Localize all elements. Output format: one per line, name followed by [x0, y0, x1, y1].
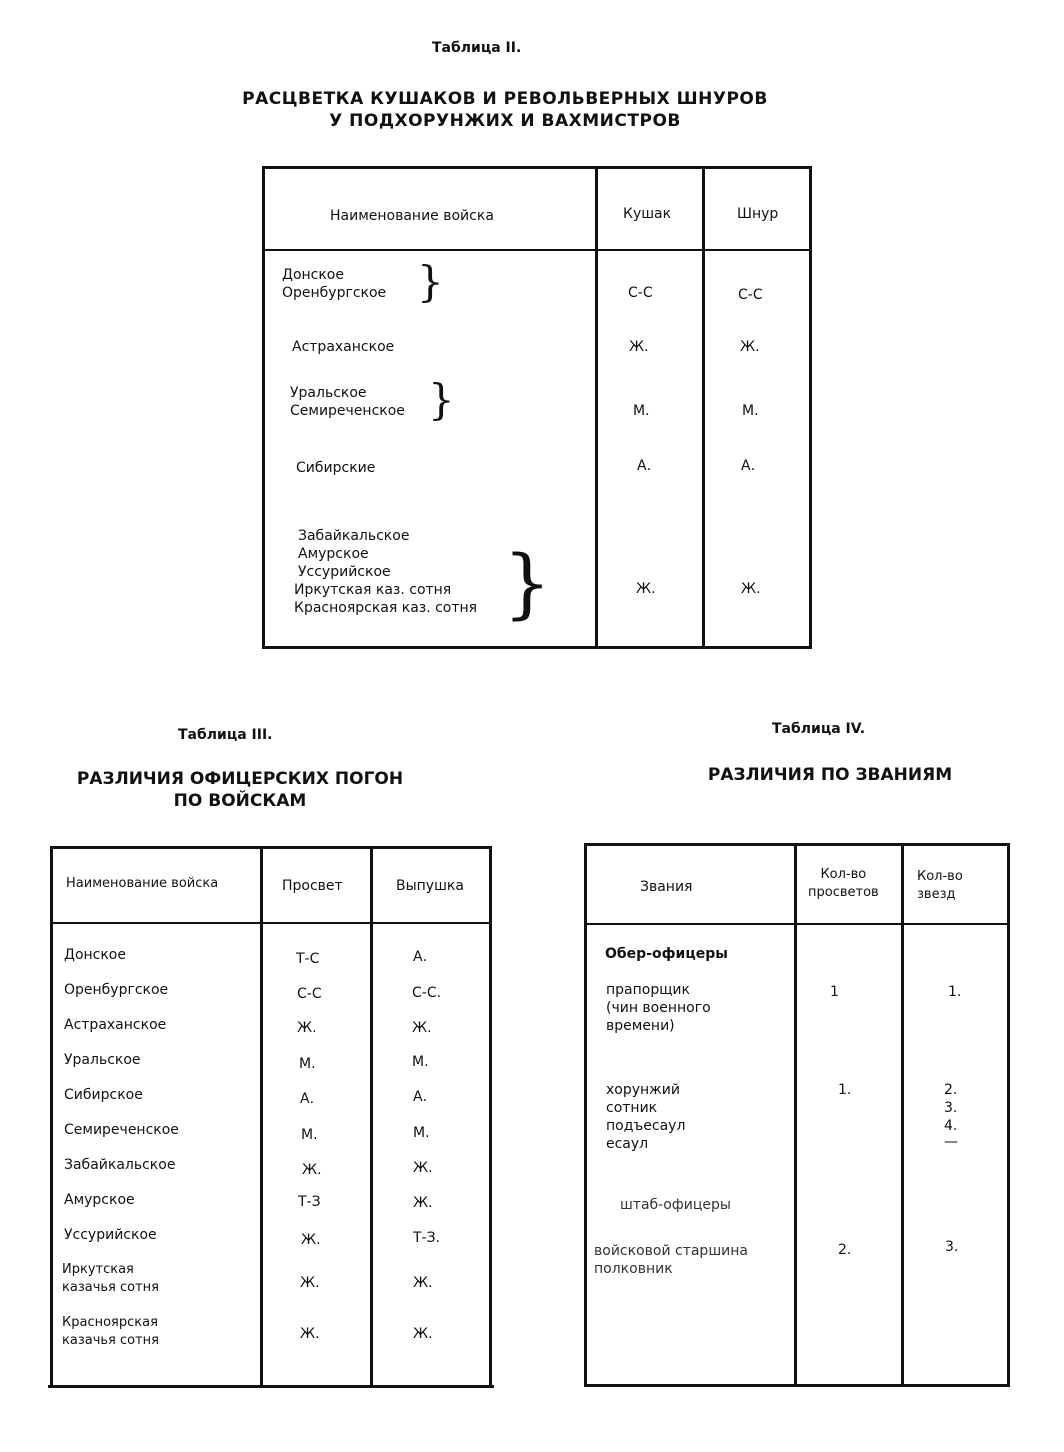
table3-title [50, 768, 430, 812]
table2-label: Таблица II. [432, 40, 522, 56]
table4-section3-stars: 3. [945, 1239, 959, 1255]
table3-row4-name: Уральское [64, 1052, 141, 1068]
table3-label: Таблица III. [178, 727, 273, 743]
table3-row3-name: Астраханское [64, 1017, 167, 1033]
table3-row4-gap: М. [299, 1056, 316, 1072]
table3-row5-piping: А. [413, 1089, 428, 1105]
table3-row7-gap: Ж. [302, 1162, 322, 1178]
table3-row10-piping: Ж. [413, 1275, 433, 1291]
table3-row9-name: Уссурийское [64, 1227, 157, 1243]
table3-header-gap: Просвет [282, 878, 343, 894]
table3-row11-name: Красноярская казачья сотня [62, 1315, 159, 1348]
table4-section2-stars2: 3. [944, 1100, 958, 1116]
table3-row7-name: Забайкальское [64, 1157, 176, 1173]
table2-row1-cord: С-С [738, 287, 763, 303]
table4-section3-rank1: войсковой старшина [594, 1243, 748, 1259]
table3-row8-name: Амурское [64, 1192, 135, 1208]
table2-row5-sash: Ж. [636, 581, 656, 597]
table3-title-line1: РАЗЛИЧИЯ ОФИЦЕРСКИХ ПОГОН [76, 769, 404, 789]
table4-section3-heading: штаб-офицеры [620, 1197, 731, 1213]
brace-icon: } [428, 375, 455, 424]
table4-section2-rank4: есаул [606, 1136, 649, 1152]
table2-row3-name2: Семиреченское [290, 403, 405, 419]
table2-row4-name: Сибирские [296, 460, 376, 476]
table4-section2-stars3: 4. [944, 1118, 958, 1134]
table2-header-cord: Шнур [737, 206, 779, 222]
table4-section1-gaps: 1 [830, 984, 839, 1000]
table4-section1-stars: 1. [948, 984, 962, 1000]
table4-header-rank: Звания [640, 879, 693, 895]
table4-section1-rank3: времени) [606, 1018, 675, 1034]
table3-row1-gap: Т-С [296, 951, 320, 967]
table4-section2-rank3: подъесаул [606, 1118, 686, 1134]
table4-section2-stars1: 2. [944, 1082, 958, 1098]
table2-row5-name3: Уссурийское [298, 564, 391, 580]
table3-row6-gap: М. [301, 1127, 318, 1143]
table2-row4-sash: А. [637, 458, 652, 474]
table2-header-sash: Кушак [623, 206, 672, 222]
table2-row5-name5: Красноярская каз. сотня [294, 600, 478, 616]
table2-row2-sash: Ж. [629, 339, 649, 355]
table2-row3-cord: М. [742, 403, 759, 419]
table4-section1-heading: Обер-офицеры [605, 946, 728, 962]
table3-row11-gap: Ж. [300, 1326, 320, 1342]
table4-header-stars: Кол-во звезд [917, 869, 963, 902]
table2-row5-name4: Иркутская каз. сотня [294, 582, 452, 598]
table3-row8-piping: Ж. [413, 1195, 433, 1211]
table3-row1-piping: А. [413, 949, 428, 965]
table3-row1-name: Донское [64, 947, 126, 963]
table4-title: РАЗЛИЧИЯ ПО ЗВАНИЯМ [707, 765, 953, 785]
table2-row2-name: Астраханское [292, 339, 395, 355]
table3-row6-name: Семиреченское [64, 1122, 179, 1138]
table2-row5-cord: Ж. [741, 581, 761, 597]
table2-row5-name1: Забайкальское [298, 528, 410, 544]
table4-section3-rank2: полковник [594, 1261, 673, 1277]
table3-row11-piping: Ж. [413, 1326, 433, 1342]
table3-row10-name: Иркутская казачья сотня [62, 1262, 159, 1295]
table3-row9-gap: Ж. [301, 1232, 321, 1248]
brace-icon: } [503, 538, 552, 627]
table4-section2-rank2: сотник [606, 1100, 658, 1116]
table3-row2-name: Оренбургское [64, 982, 169, 998]
table3-row3-gap: Ж. [297, 1020, 317, 1036]
table2-row3-sash: М. [633, 403, 650, 419]
table3-row9-piping: Т-З. [413, 1230, 441, 1246]
table2-row1-name1: Донское [282, 267, 344, 283]
table4-section1-rank2: (чин военного [606, 1000, 711, 1016]
table4-section3-gaps: 2. [838, 1242, 852, 1258]
table4-section1-rank1: прапорщик [606, 982, 690, 998]
table2-row4-cord: А. [741, 458, 756, 474]
table3-row2-gap: С-С [297, 986, 322, 1002]
table3-row5-name: Сибирское [64, 1087, 143, 1103]
table2-title-line2: У ПОДХОРУНЖИХ И ВАХМИСТРОВ [329, 111, 681, 131]
table2-row1-name2: Оренбургское [282, 285, 387, 301]
table2-title-line1: РАСЦВЕТКА КУШАКОВ И РЕВОЛЬВЕРНЫХ ШНУРОВ [242, 89, 768, 109]
table3-row7-piping: Ж. [413, 1160, 433, 1176]
table4-header-gaps: Кол-во просветов [808, 867, 879, 900]
table2-row2-cord: Ж. [740, 339, 760, 355]
table4-section2-rank1: хорунжий [606, 1082, 680, 1098]
table2-header-name: Наименование войска [330, 208, 494, 224]
table3-row2-piping: С-С. [412, 985, 442, 1001]
table3-row3-piping: Ж. [412, 1020, 432, 1036]
table2-row3-name1: Уральское [290, 385, 367, 401]
table3-row5-gap: А. [300, 1091, 315, 1107]
brace-icon: } [417, 257, 444, 306]
table2-row5-name2: Амурское [298, 546, 369, 562]
table3-row8-gap: Т-З [298, 1194, 321, 1210]
table3-row6-piping: М. [413, 1125, 430, 1141]
table4-section2-stars4: — [944, 1134, 958, 1150]
table4-label: Таблица IV. [772, 721, 866, 737]
table4-section2-gaps: 1. [838, 1082, 852, 1098]
table2-row1-sash: С-С [628, 285, 653, 301]
table3-title-line2: ПО ВОЙСКАМ [173, 791, 307, 811]
table3-row4-piping: М. [412, 1054, 429, 1070]
table3-row10-gap: Ж. [300, 1275, 320, 1291]
table2-title [200, 88, 810, 132]
table3-header-piping: Выпушка [396, 878, 464, 894]
table3-header-name: Наименование войска [66, 876, 219, 891]
